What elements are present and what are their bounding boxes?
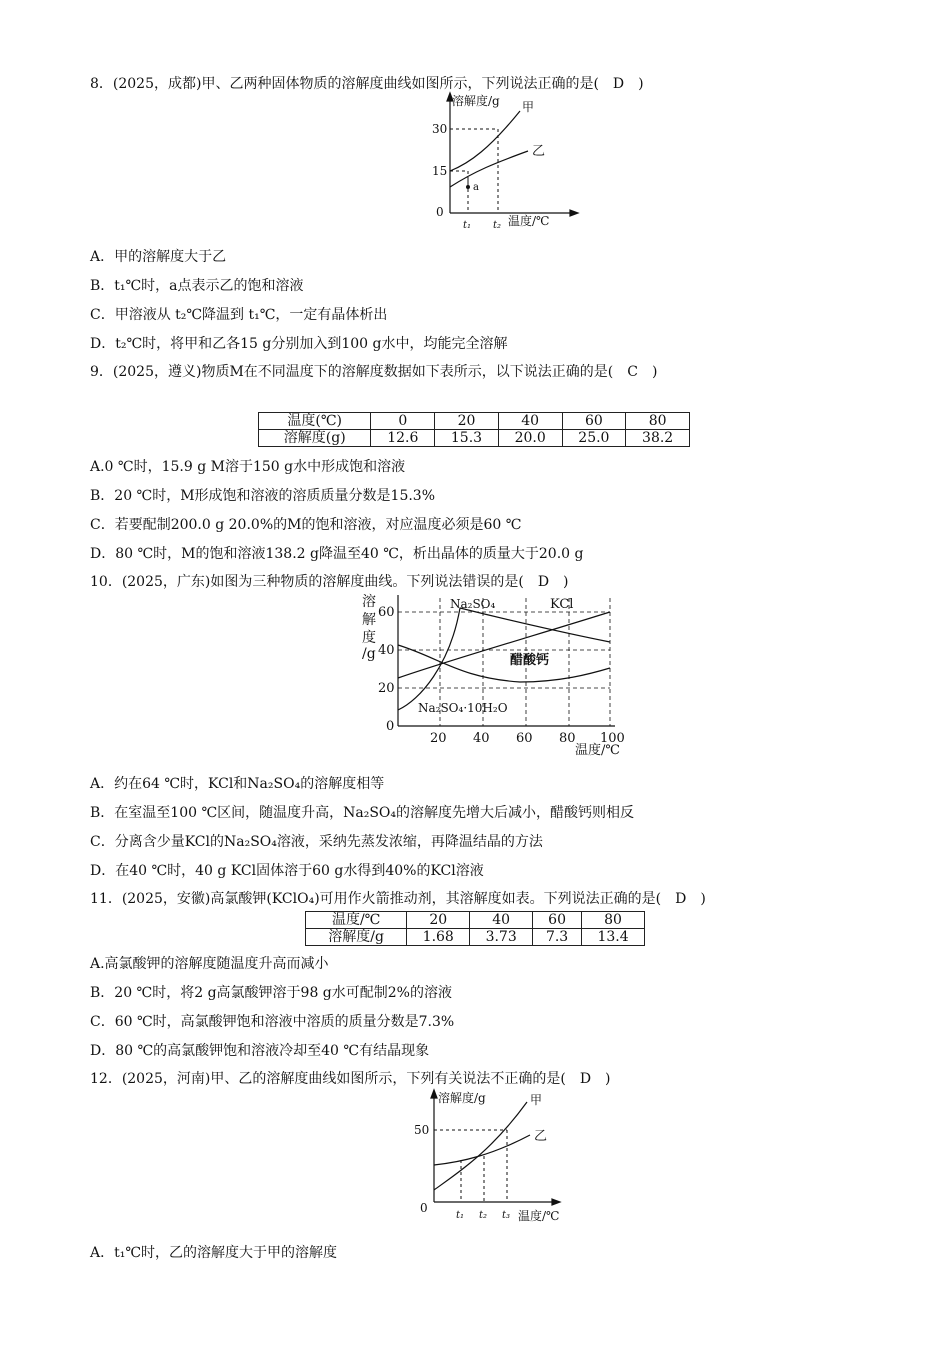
q8-xtick-t1: t₁ (463, 220, 472, 231)
q12-curve-yi (434, 1135, 530, 1165)
table-cell: 80 (582, 912, 645, 929)
q8-option-b: B．t₁℃时，a点表示乙的饱和溶液 (90, 278, 304, 294)
q12-ytick-0: 0 (420, 1201, 428, 1215)
q8-ytick-15: 15 (432, 164, 448, 178)
q12-xlabel: 温度/℃ (518, 1209, 560, 1223)
q8-option-c: C．甲溶液从 t₂℃降温到 t₁℃，一定有晶体析出 (90, 307, 388, 323)
q10-series-decahydrate: Na₂SO₄·10H₂O (418, 701, 508, 715)
q10-ytick-60: 60 (378, 605, 395, 620)
table-cell: 温度/℃ (306, 912, 407, 929)
q9-option-d: D．80 ℃时，M的饱和溶液138.2 g降温至40 ℃，析出晶体的质量大于20.0 g (90, 546, 584, 562)
q12-chart (412, 1090, 592, 1225)
q8-xtick-t2: t₂ (493, 220, 502, 231)
table-cell: 溶解度/g (306, 929, 407, 946)
table-cell: 13.4 (582, 929, 645, 946)
table-cell: 3.73 (470, 929, 533, 946)
q9-table (258, 412, 690, 447)
q8-ytick-0: 0 (436, 205, 444, 219)
q8-option-d: D．t₂℃时，将甲和乙各15 g分别加入到100 g水中，均能完全溶解 (90, 336, 508, 352)
table-cell: 溶解度(g) (259, 430, 371, 447)
q12-ylabel: 溶解度/g (438, 1091, 486, 1105)
q10-series-kcl: KCl (550, 597, 574, 612)
q8-option-a: A．甲的溶解度大于乙 (90, 249, 227, 265)
q8-chart (420, 93, 590, 233)
q10-ylabel: 溶 (362, 594, 376, 610)
q10-ylabel: 解 (362, 612, 376, 628)
q8-ylabel: 溶解度/g (452, 94, 500, 108)
q8-point-a: a (473, 182, 479, 193)
q10-xtick: 20 (430, 731, 447, 746)
q12-series-yi: 乙 (534, 1129, 548, 1144)
q10-option-d: D．在40 ℃时，40 g KCl固体溶于60 g水得到40%的KCl溶液 (90, 863, 484, 879)
q8-curve-yi (450, 151, 528, 187)
q12-xtick-t1: t₁ (456, 1210, 465, 1221)
q12-ytick-50: 50 (414, 1123, 430, 1137)
q11-option-a: A.高氯酸钾的溶解度随温度升高而减小 (90, 956, 329, 972)
table-cell: 80 (626, 413, 690, 430)
q10-ytick-0: 0 (386, 719, 395, 734)
q9-stem: 9．(2025，遵义)物质M在不同温度下的溶解度数据如下表所示，以下说法正确的是( C ) (90, 364, 658, 380)
q8-curve-jia (450, 111, 520, 171)
q10-option-b: B．在室温至100 ℃区间，随温度升高，Na₂SO₄的溶解度先增大后减小，醋酸钙则相反 (90, 805, 635, 821)
table-row (259, 430, 690, 447)
q11-option-c: C．60 ℃时，高氯酸钾饱和溶液中溶质的质量分数是7.3% (90, 1014, 455, 1030)
table-cell: 20 (435, 413, 499, 430)
table-cell: 20.0 (498, 430, 562, 447)
q8-ytick-30: 30 (432, 122, 448, 136)
q8-series-yi: 乙 (532, 144, 546, 159)
q11-table (305, 911, 645, 946)
q10-option-c: C．分离含少量KCl的Na₂SO₄溶液，采纳先蒸发浓缩，再降温结晶的方法 (90, 834, 543, 850)
q10-curve-kcl (398, 612, 610, 678)
q10-xtick: 40 (473, 731, 490, 746)
q8-stem: 8．(2025，成都)甲、乙两种固体物质的溶解度曲线如图所示，下列说法正确的是( D ) (90, 76, 644, 92)
table-cell: 温度(℃) (259, 413, 371, 430)
table-row (306, 912, 645, 929)
table-cell: 20 (407, 912, 470, 929)
table-cell: 15.3 (435, 430, 499, 447)
q11-option-d: D．80 ℃的高氯酸钾饱和溶液冷却至40 ℃有结晶现象 (90, 1043, 430, 1059)
q12-curve-jia (434, 1102, 527, 1190)
q12-series-jia: 甲 (530, 1093, 543, 1107)
q10-chart (360, 590, 630, 758)
q12-stem: 12．(2025，河南)甲、乙的溶解度曲线如图所示，下列有关说法不正确的是( D ) (90, 1071, 611, 1087)
q9-option-c: C．若要配制200.0 g 20.0%的M的饱和溶液，对应温度必须是60 ℃ (90, 517, 522, 533)
q9-option-a: A.0 ℃时，15.9 g M溶于150 g水中形成饱和溶液 (90, 459, 406, 475)
q10-xtick: 60 (516, 731, 533, 746)
q10-series-na2so4: Na₂SO₄ (450, 597, 496, 611)
q11-stem: 11．(2025，安徽)高氯酸钾(KClO₄)可用作火箭推动剂，其溶解度如表。下列说法正确的是( D ) (90, 891, 706, 907)
q8-xlabel: 温度/℃ (508, 214, 550, 228)
table-cell: 0 (371, 413, 435, 430)
table-cell: 25.0 (562, 430, 626, 447)
q12-option-a: A．t₁℃时，乙的溶解度大于甲的溶解度 (90, 1245, 338, 1261)
table-cell: 1.68 (407, 929, 470, 946)
table-cell: 40 (498, 413, 562, 430)
q10-curve-na2so4 (398, 608, 610, 710)
q10-ytick-40: 40 (378, 643, 395, 658)
table-cell: 60 (533, 912, 582, 929)
q10-ylabel: 度 (362, 630, 376, 646)
q10-ytick-20: 20 (378, 681, 395, 696)
table-cell: 40 (470, 912, 533, 929)
table-cell: 12.6 (371, 430, 435, 447)
q10-ylabel: /g (362, 646, 376, 662)
table-cell: 60 (562, 413, 626, 430)
q10-series-caac: 醋酸钙 (510, 653, 550, 668)
table-cell: 38.2 (626, 430, 690, 447)
q10-xlabel: 温度/℃ (575, 743, 620, 758)
q10-stem: 10．(2025，广东)如图为三种物质的溶解度曲线。下列说法错误的是( D ) (90, 574, 569, 590)
table-row (306, 929, 645, 946)
q10-curve-caac (398, 645, 610, 682)
q12-xtick-t3: t₃ (502, 1210, 511, 1221)
q10-option-a: A．约在64 ℃时，KCl和Na₂SO₄的溶解度相等 (90, 776, 385, 792)
q12-xtick-t2: t₂ (479, 1210, 488, 1221)
q11-option-b: B．20 ℃时，将2 g高氯酸钾溶于98 g水可配制2%的溶液 (90, 985, 452, 1001)
q9-option-b: B．20 ℃时，M形成饱和溶液的溶质质量分数是15.3% (90, 488, 436, 504)
q8-series-jia: 甲 (522, 100, 535, 114)
table-row (259, 413, 690, 430)
q10-xtick: 100 (600, 731, 625, 746)
table-cell: 7.3 (533, 929, 582, 946)
q10-xtick: 80 (559, 731, 576, 746)
